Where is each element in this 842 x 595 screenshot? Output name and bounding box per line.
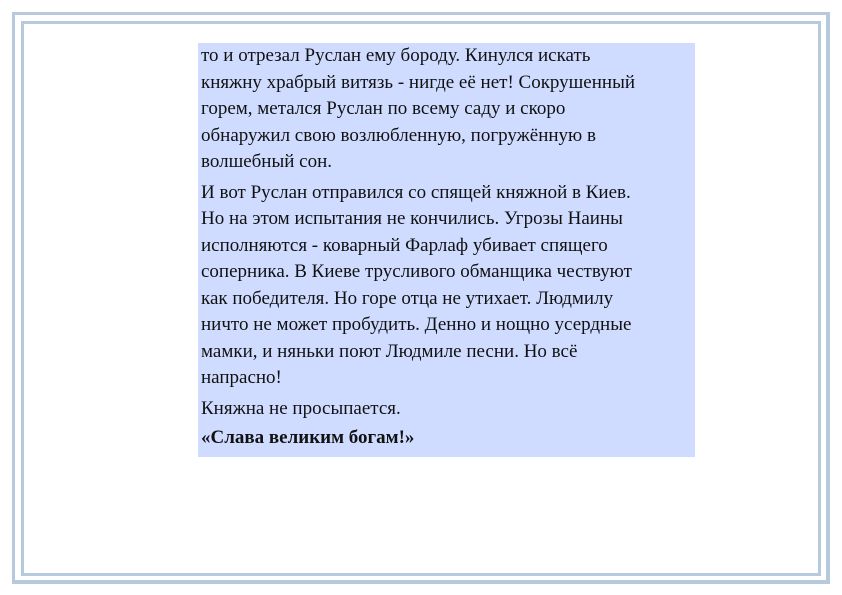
text-line: «Слава великим богам!» — [201, 427, 415, 448]
text-line: Но на этом испытания не кончились. Угрозы Наины — [201, 208, 623, 229]
text-line: как победителя. Но горе отца не утихает. Людмилу — [201, 287, 614, 309]
paragraph-journey-to-kiev — [201, 180, 692, 392]
text-line: напрасно! — [201, 367, 282, 388]
text-line: то и отрезал Руслан ему бороду. Кинулся искать — [201, 45, 591, 66]
text-line: княжну храбрый витязь - нигде её нет! Сокрушенный — [201, 71, 636, 93]
text-line: ничто не может пробудить. Денно и нощно усердные — [201, 314, 632, 335]
paragraph-princess-sleeps — [201, 396, 692, 423]
story-text-box — [198, 43, 695, 457]
text-line: Княжна не просыпается. — [201, 397, 401, 419]
text-line: И вот Руслан отправился со спящей княжной в Киев. — [201, 181, 631, 203]
text-line: волшебный сон. — [201, 151, 333, 172]
text-line: горем, метался Руслан по всему саду и скоро — [201, 98, 566, 119]
text-line: исполняются - коварный Фарлаф убивает спящего — [201, 234, 608, 256]
paragraph-ruslan-finds-lyudmila — [201, 43, 692, 176]
text-line: обнаружил свою возлюбленную, погружённую в — [201, 124, 596, 146]
paragraph-glory-to-gods — [201, 425, 692, 452]
text-line: мамки, и няньки поют Людмиле песни. Но всё — [201, 340, 578, 362]
text-line: соперника. В Киеве трусливого обманщика чествуют — [201, 261, 632, 282]
